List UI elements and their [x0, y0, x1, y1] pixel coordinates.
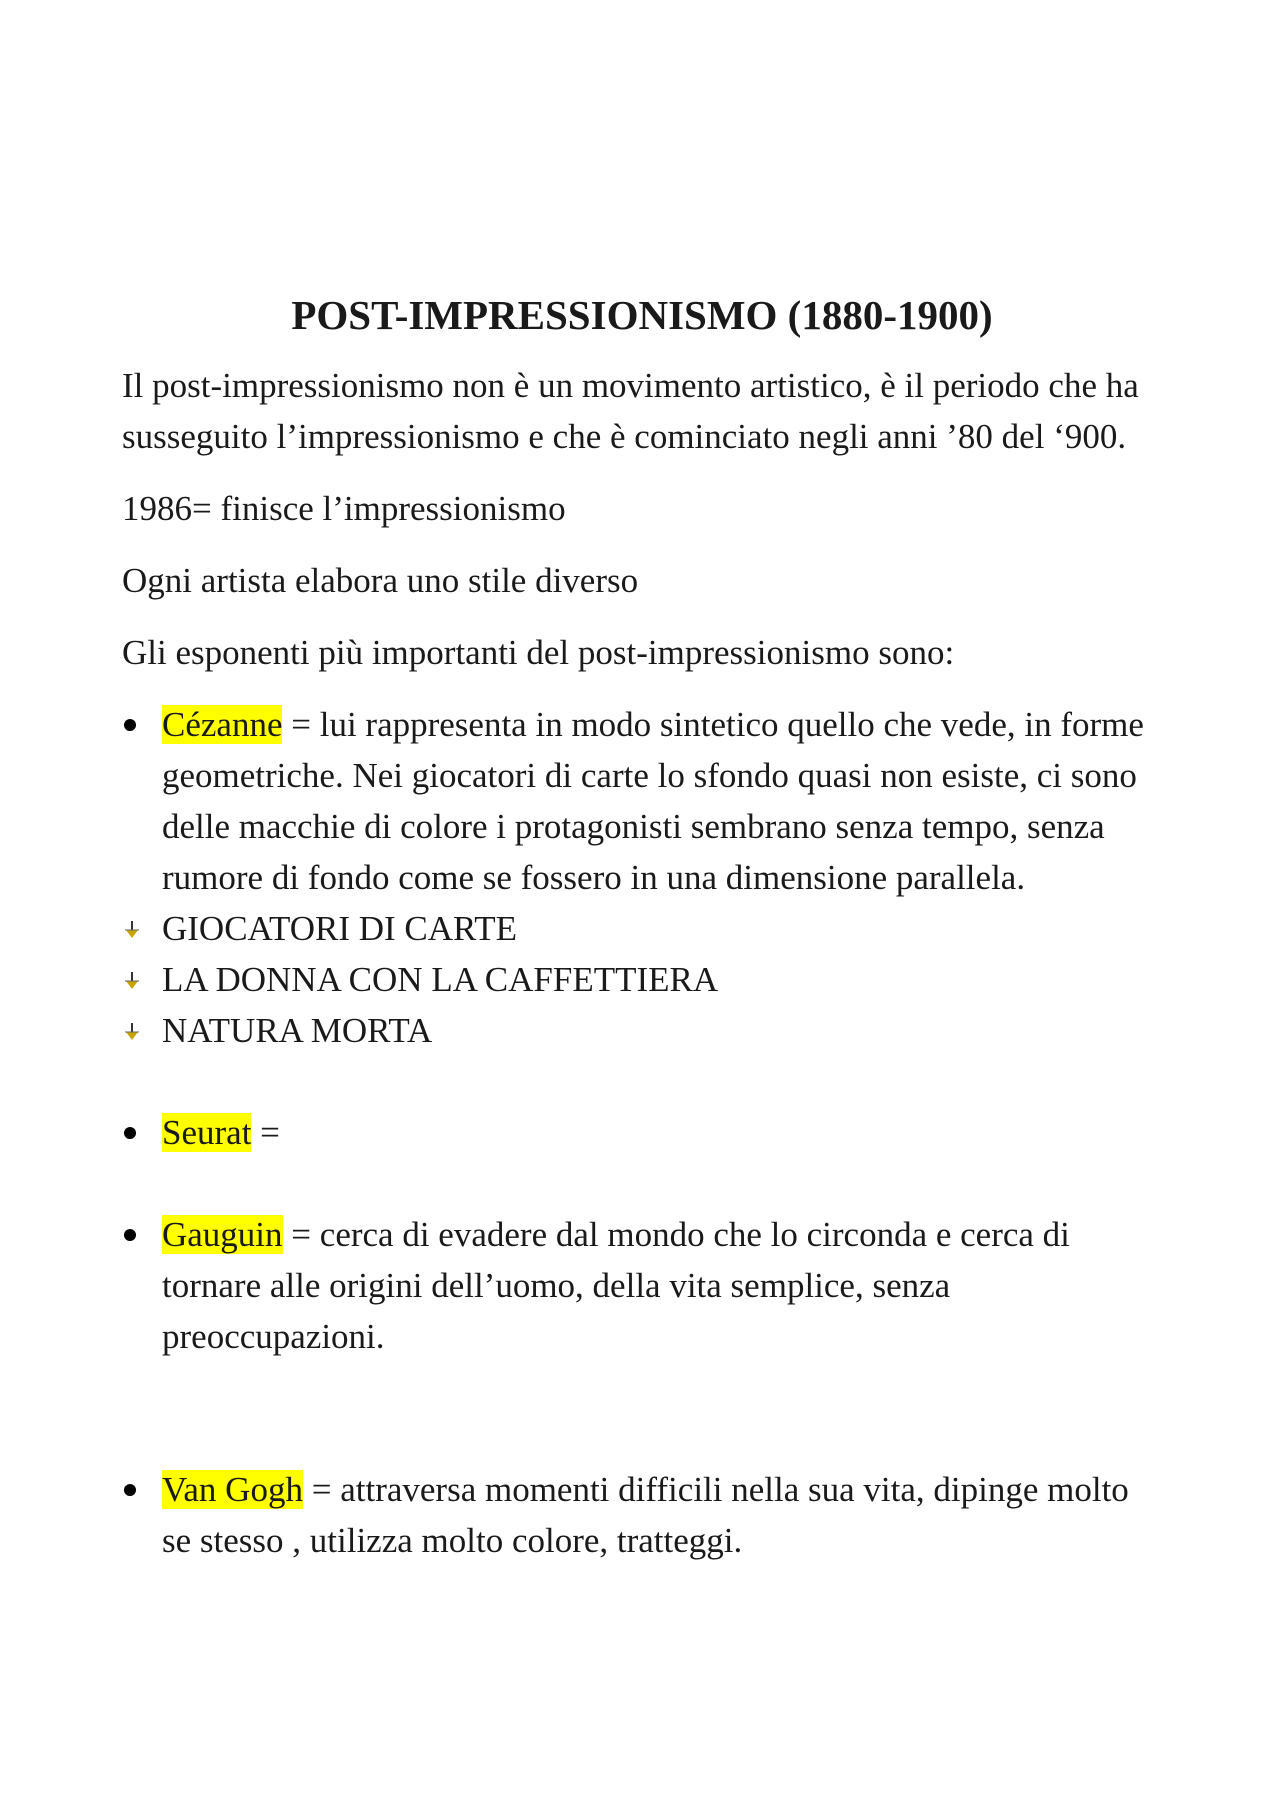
artist-item-seurat: [122, 1107, 1162, 1158]
document-title: POST-IMPRESSIONISMO (1880-1900): [291, 292, 993, 338]
artist-name-highlight: Seurat: [162, 1113, 252, 1152]
artist-item-van-gogh: [122, 1464, 1162, 1566]
artist-item-cezanne: [122, 699, 1162, 903]
work-item: [122, 954, 1162, 1005]
work-item: [122, 1005, 1162, 1056]
bullet-dot-icon: [124, 719, 136, 731]
bullet-dot-icon: [124, 1484, 136, 1496]
work-title: NATURA MORTA: [162, 1011, 433, 1050]
line-1986: 1986= finisce l’impressionismo: [122, 489, 566, 528]
work-item: [122, 903, 1162, 954]
artist-name-highlight: Cézanne: [162, 705, 283, 744]
arrow-down-icon: [124, 1019, 140, 1043]
artist-description: = attraversa momenti difficili nella sua vita, dipinge molto se stesso , utilizza molto colore, tratteggi.: [162, 1470, 1129, 1560]
artist-description: =: [251, 1113, 280, 1152]
line-stile: Ogni artista elabora uno stile diverso: [122, 561, 639, 600]
artist-item-gauguin: [122, 1209, 1162, 1362]
artist-description: = cerca di evadere dal mondo che lo circonda e cerca di tornare alle origini dell’uomo, della vita semplice, senza preoccupazioni.: [162, 1215, 1070, 1356]
bullet-dot-icon: [124, 1229, 136, 1241]
document-page: [122, 288, 1162, 1566]
line-esponenti: Gli esponenti più importanti del post-impressionismo sono:: [122, 633, 955, 672]
work-title: GIOCATORI DI CARTE: [162, 909, 518, 948]
arrow-down-icon: [124, 917, 140, 941]
artist-name-highlight: Gauguin: [162, 1215, 283, 1254]
intro-paragraph: Il post-impressionismo non è un movimento artistico, è il periodo che ha susseguito l’impressionismo e che è cominciato negli anni ’80 del ‘900.: [122, 366, 1139, 456]
arrow-down-icon: [124, 968, 140, 992]
work-title: LA DONNA CON LA CAFFETTIERA: [162, 960, 719, 999]
artist-name-highlight: Van Gogh: [162, 1470, 303, 1509]
artist-description: = lui rappresenta in modo sintetico quello che vede, in forme geometriche. Nei giocatori di carte lo sfondo quasi non esiste, ci sono delle macchie di colore i protagonisti sembrano senza tempo, senza rumore di fondo come se fossero in una dimensione parallela.: [162, 705, 1144, 897]
bullet-dot-icon: [124, 1127, 136, 1139]
